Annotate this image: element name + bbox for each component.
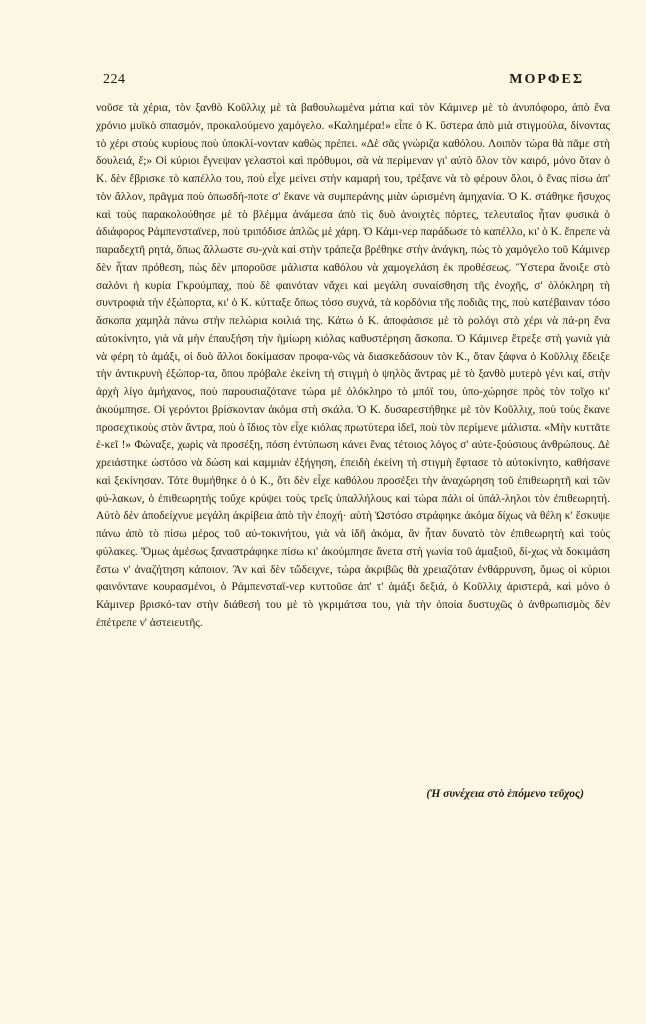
page-header [103,72,584,92]
body-text [96,100,610,633]
running-head-title: ΜΟΡΦΕΣ [509,72,584,87]
continuation-note: (Ἡ συνέχεια στὸ ἑπόμενο τεῦχος) [426,788,584,800]
page-number: 224 [103,72,126,87]
body-paragraph: νοῦσε τὰ χέρια, τὸν ξανθὸ Κοῦλλιχ μὲ τὰ βαθουλωμένα μάτια καὶ τὸν Κάμινερ μὲ τὸ ἀνυπόφορο, ἀπὸ ἕνα χρόνιο μυϊκὸ σπασμόν, προκαλούμενο χαμόγελο. «Καλημέρα!» εἶπε ὁ Κ. ὕστερα ἀπὸ μιὰ στιγμούλα, δίνοντας τὸ χέρι στοὺς κυρίους ποὺ ὑποκλί-νονταν καθὼς πρέπει. «Δὲ σᾶς γνώριζα καθόλου. Λοιπὸν τώρα θὰ πᾶμε στὴ δουλειά, ἔ;» Οἱ κύριοι ἔγνεψαν γελαστοὶ καὶ πρόθυμοι, σὰ νὰ περίμεναν γι' αὐτὸ ὅλον τὸν καιρό, μόνο ὅταν ὁ Κ. δὲν ἔβρισκε τὸ καπέλλο του, ποὺ εἶχε μείνει στὴν καμαρή του, τρέξανε νὰ τὸ φέρουν ὅλοι, ὁ ἕνας πίσω ἀπ' τὸν ἄλλον, πρᾶγμα ποὺ ὁπωσδή-ποτε σ' ἔκανε νὰ συμπεράνης μιὰν ὡρισμένη ἀμηχανία. Ὁ Κ. στάθηκε ἥσυχος καὶ τοὺς παρακολούθησε μὲ τὸ βλέμμα ἀνάμεσα ἀπὸ τὶς δυὸ ἀνοιχτὲς πόρτες, τελευταῖος ἦταν φυσικὰ ὁ ἀδιάφορος Ράμπενσταϊνερ, ποὺ τριπόδισε ἁπλῶς μὲ χάρη. Ὁ Κάμι-νερ παράδωσε τὸ καπέλλο, κι' ὁ Κ. ἔπρεπε νὰ παραδεχτῆ ρητά, ὅπως ἄλλωστε συ-χνὰ καὶ στὴν τράπεζα βρέθηκε στὴν ἀνάγκη, πὼς τὸ χαμόγελο τοῦ Κάμινερ δὲν ἦταν πρόθεση, πὼς δὲν μποροῦσε μάλιστα καθόλου νὰ χαμογελάση ἐκ προθέσεως. Ὕστερα ἄνοιξε στὸ σαλόνι ἡ κυρία Γκρούμπαχ, ποὺ δὲ φαινόταν νἄχει καὶ μεγάλη συναίσθηση τῆς ἐνοχῆς, σ' ὁλόκληρη τὴ συντροφιὰ τὴν ἐξώπορτα, κι' ὁ Κ. κύτταξε ὅπως τόσο συχνά, τὰ κορδόνια τῆς ποδιᾶς της, ποὺ κατέβαιναν τόσο ἄσκοπα χαμηλὰ πάνω στὴν πελώρια κοιλιά της. Κάτω ὁ Κ. ἀποφάσισε μὲ τὸ ρολόγι στὸ χέρι νὰ πά-ρη ἕνα αὐτοκίνητο, γιὰ νὰ μὴν ἐπαυξήση τὴν ἡμίωρη κιόλας καθυστέρηση ἄσκοπα. Ὁ Κάμινερ ἔτρεξε στὴ γωνιὰ γιὰ νὰ φέρη τὸ ἁμάξι, οἱ δυὸ ἄλλοι δοκίμασαν προφα-νῶς νὰ διασκεδάσουν τὸν Κ., ὅταν ξάφνα ὁ Κοῦλλιχ ἔδειξε τὴν ἀντικρυνὴ ἐξώπορ-τα, ὅπου πρόβαλε ἐκείνη τὴ στιγμὴ ὁ ψηλὸς ἄντρας μὲ τὸ ξανθὸ μυτερὸ γένι καί, στὴν ἀρχὴ λίγο ἀμήχανος, ποὺ παρουσιαζότανε τώρα μὲ ὁλόκληρο τὸ μπόϊ του, ὑπο-χώρησε πρὸς τὸν τοῖχο κι' ἀκούμπησε. Οἱ γερόντοι βρίσκονταν ἀκόμα στὴ σκάλα. Ὁ Κ. δυσαρεστήθηκε μὲ τὸν Κοῦλλιχ, ποὺ τοὺς ἔκανε προσεχτικοὺς στὸν ἄντρα, ποὺ ὁ ἴδιος τὸν εἶχε κιόλας πρωτύτερα ἰδεῖ, ποὺ τὸν περίμενε μάλιστα. «Μὴν κυττᾶτε ἐ-κεῖ !» Φώναξε, χωρὶς νὰ προσέξη, πόση ἐντύπωση κάνει ἕνας τέτοιος λόγος σ' αὐτε-ξούσιους ἀνθρώπους. Δὲ χρειάστηκε ὡστόσο νὰ δώση καὶ καμμιὰν ἐξήγηση, ἐπειδὴ ἐκείνη τὴ στιγμὴ ἔφτασε τὸ αὐτοκίνητο, καθήσανε καὶ ξεκίνησαν. Τότε θυμήθηκε ὁ ὁ Κ., ὅτι δὲν εἶχε καθόλου προσέξει τὴν ἀναχώρηση τοῦ ἐπιθεωρητῆ καὶ τῶν φύ-λακων, ὁ ἐπιθεωρητὴς τοὔχε κρύψει τοὺς τρεῖς ὑπαλλήλους καὶ τώρα πάλι οἱ ὑπάλ-ληλοι τὸν ἐπιθεωρητή. Αὐτὸ δὲν ἀποδείχνυε μεγάλη ἀκρίβεια ἀπὸ τὴν ἐποχή· αὐτὴ Ὡστόσο στράφηκε ἀκόμα δίχως νὰ θέλη κ' ἔσκυψε πάνω ἀπὸ τὸ πίσω μέρος τοῦ αὐ-τοκινήτου, γιὰ νὰ ἰδῆ ἀκόμα, ἂν ἦταν δυνατὸ τὸν ἐπιθεωρητὴ καὶ τοὺς φύλακες. Ὅμως ἀμέσως ξαναστράφηκε πίσω κι' ἀκούμπησε ἄνετα στὴ γωνία τοῦ ἁμαξιοῦ, δί-χως νὰ δοκιμάση ἔστω ν' ἀναζήτηση κάποιον. Ἂν καὶ δὲν τὤδειχνε, τώρα ἀκριβῶς θὰ χρειαζόταν ἐνθάρρυνση, ὅμως οἱ κύριοι φαινόντανε κουρασμένοι, ὁ Ράμπενσταϊ-νερ κυττοῦσε ἀπ' τ' ἁμάξι δεξιά, ὁ Κοῦλλιχ ἀριστερά, καὶ μόνο ὁ Κάμινερ βρισκό-ταν στὴν διάθεσή του μὲ τὸ γκριμάτσα του, γιὰ τὴν ὁποία δυστυχῶς ὁ ἀνθρωπισμὸς δὲν ἐπέτρεπε ν' ἀστειευτῆς. [96,102,610,629]
